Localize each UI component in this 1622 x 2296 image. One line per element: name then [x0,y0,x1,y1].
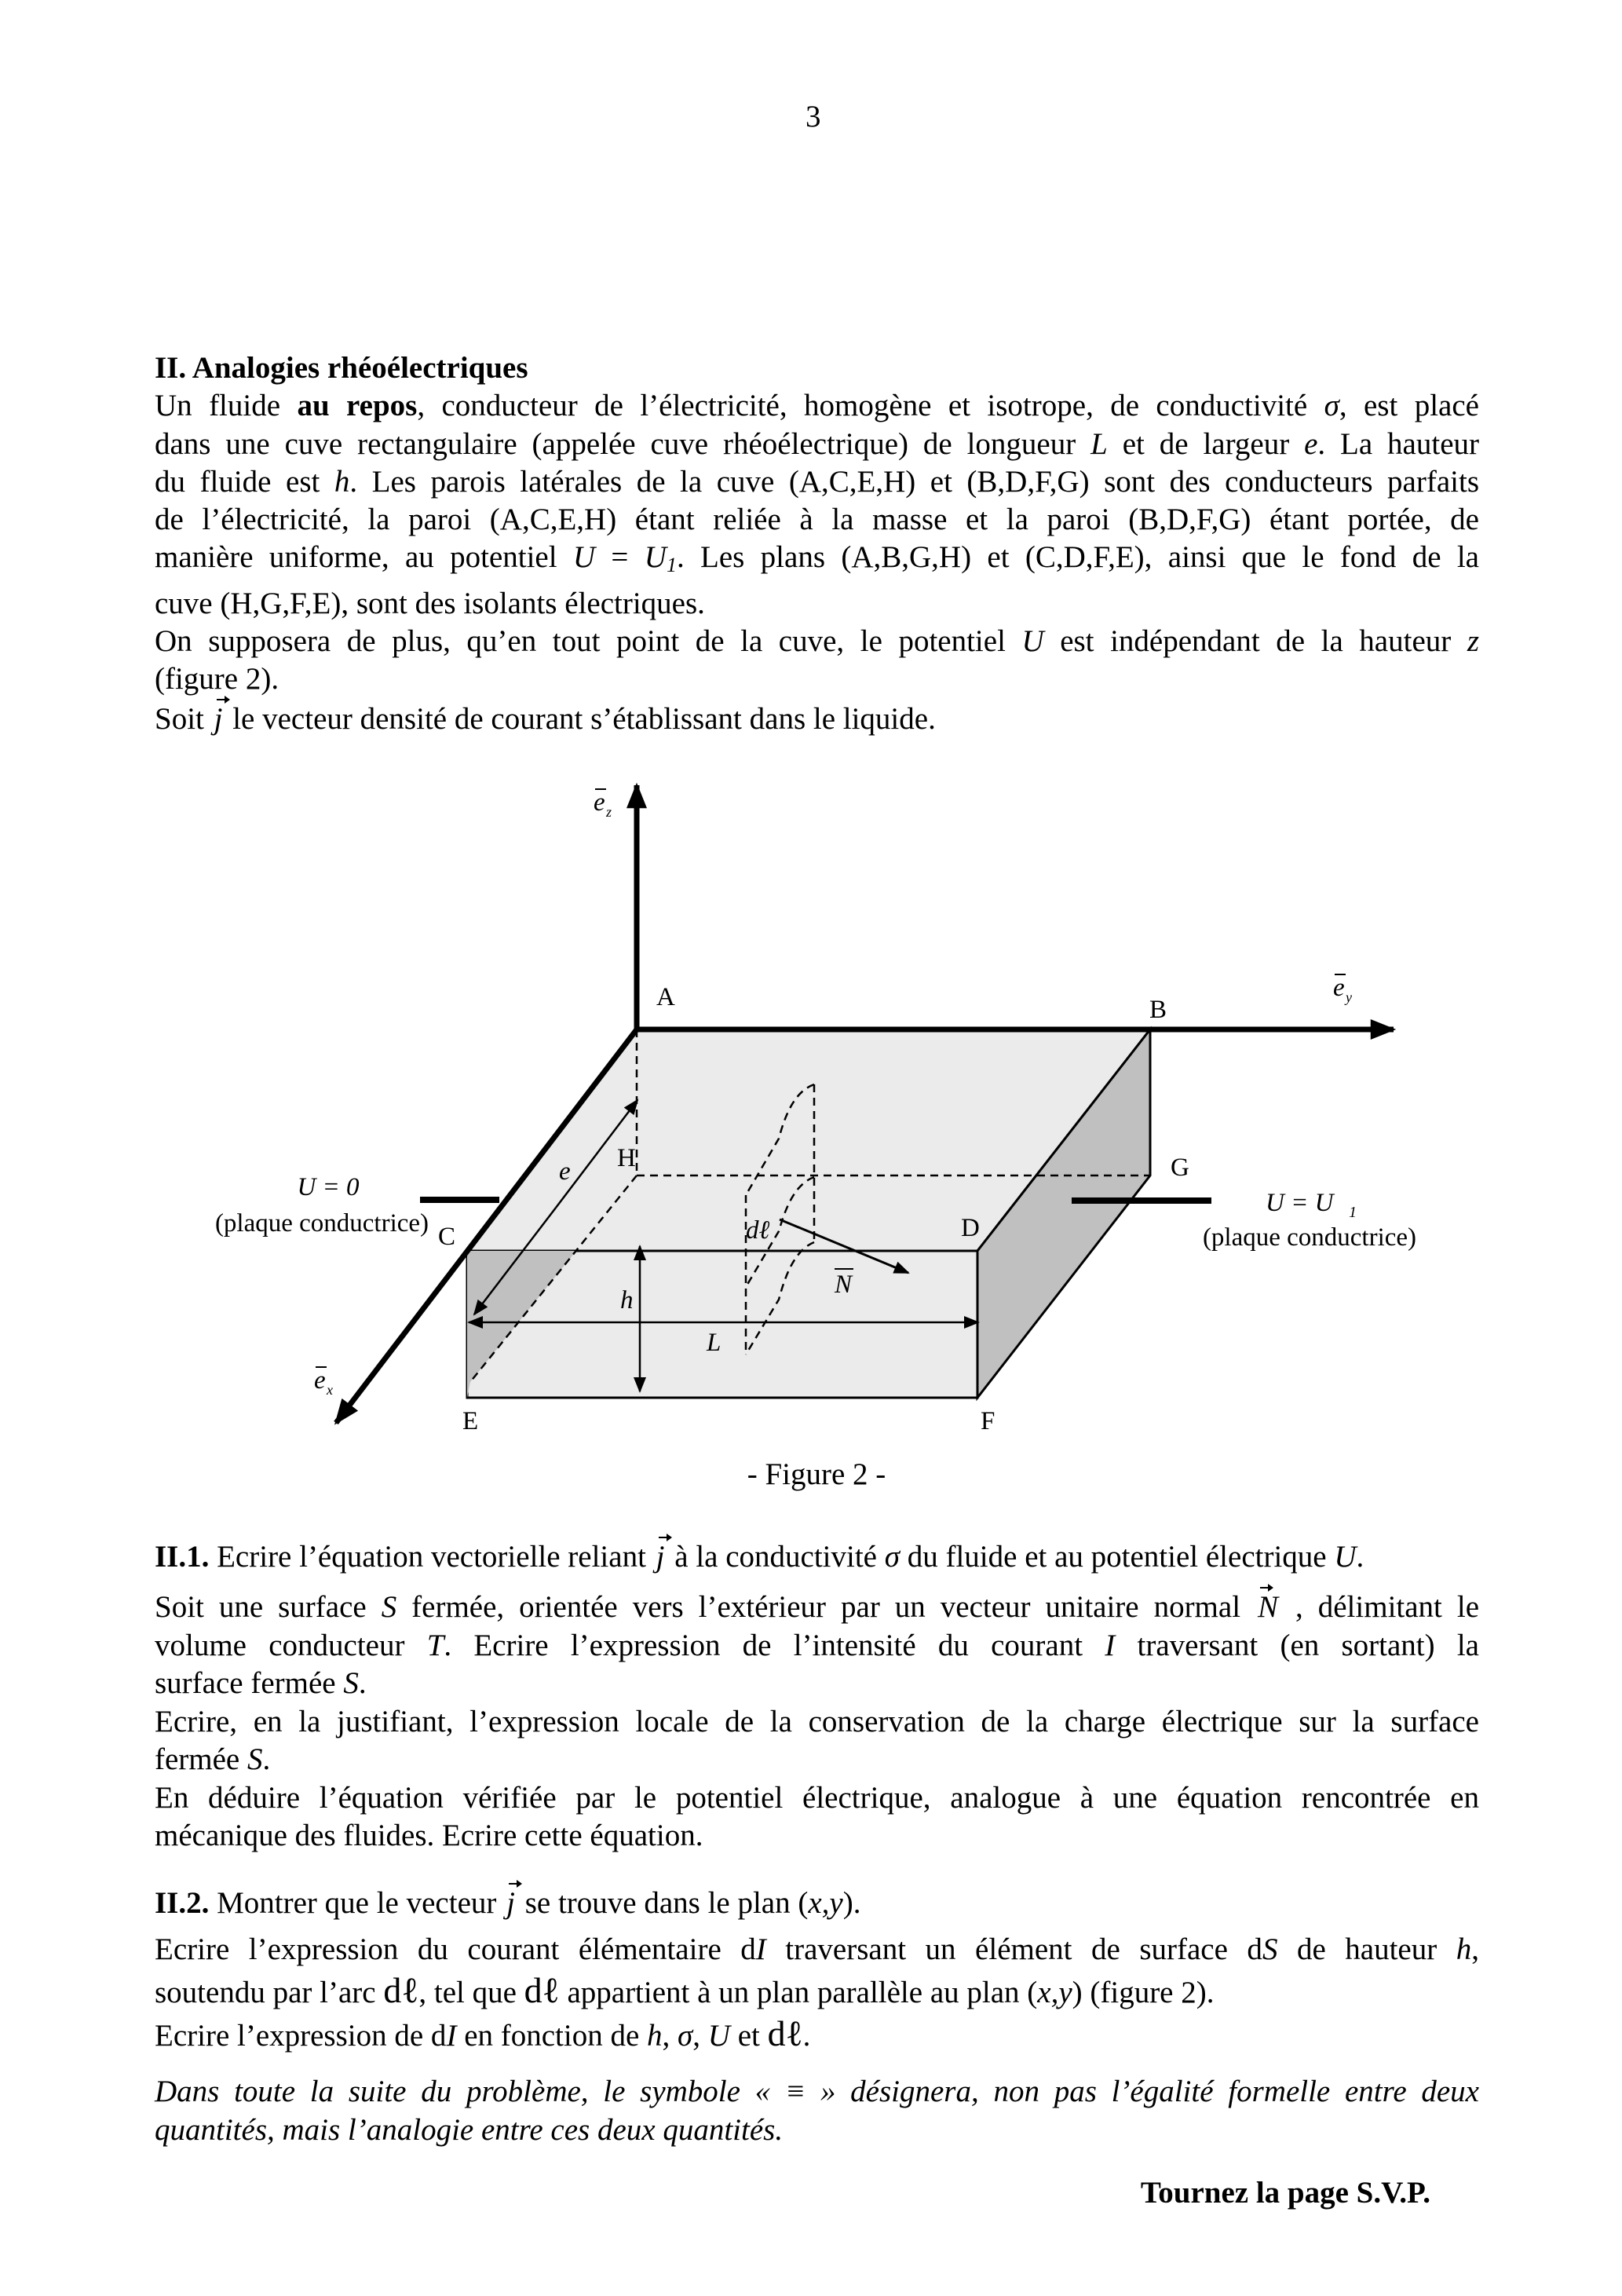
point-F: F [981,1407,995,1435]
text-segment: et [729,2019,768,2053]
text-segment: , [662,2019,678,2053]
text-segment: . [262,1742,271,1776]
text-segment: II.2. [155,1886,210,1920]
text-segment: mécanique des fluides. Ecrire cette équation. [155,1819,703,1852]
text-segment: S [247,1742,263,1776]
text-segment: , tel que [418,1976,524,2009]
text-segment: fermée [155,1742,247,1776]
text-segment: . Ecrire l’expression de l’intensité du courant [444,1628,1105,1662]
text-segment: se trouve dans le plan ( [517,1886,809,1920]
dimension-h-label: h [620,1286,634,1314]
axis-x-sub: x [327,1382,333,1398]
text-line [155,1929,1479,1970]
analogy-note [155,2072,1479,2149]
vector-symbol: N [1255,1589,1280,1627]
text-segment: . [358,1666,367,1700]
question-II-2 [155,1885,1479,1923]
text-segment: de hauteur [1277,1932,1456,1966]
text-segment: I [755,1932,766,1966]
text-segment: σ [1324,389,1339,423]
text-segment: (figure 2). [155,662,279,696]
text-segment: Soit [155,702,212,736]
text-segment: fermée, orientée vers l’extérieur par un vecteur unitaire normal [396,1590,1256,1624]
text-segment: On supposera de plus, qu’en tout point de la cuve, le potentiel [155,624,1022,659]
text-segment: . Les plans (A,B,G,H) et (C,D,F,E), ainsi que le fond de la [676,540,1479,575]
dimension-L-label: L [707,1329,721,1357]
text-segment: x,y [808,1886,843,1920]
text-segment: , est placé [1339,389,1479,423]
text-segment: Ecrire l’expression de d [155,2019,447,2053]
text-segment: ). [842,1886,861,1920]
text-segment: U [644,540,667,575]
point-C: C [438,1223,456,1251]
text-segment: z [1467,624,1479,659]
right-plate-potential-sub: 1 [1349,1204,1357,1221]
point-G: G [1171,1153,1189,1182]
text-segment: . La hauteur [1317,426,1479,461]
question-II-1-details [155,1589,1479,1855]
text-segment: I [446,2019,457,2053]
text-segment: Montrer que le vecteur [209,1886,505,1920]
point-E: E [462,1407,479,1435]
text-segment: quantités, mais l’analogie entre ces deux quantités. [155,2113,784,2147]
text-segment: II. Analogies rhéoélectriques [155,351,528,385]
text-line [155,1779,1479,1818]
text-segment: L [1090,426,1108,461]
text-segment: dℓ [767,2013,803,2053]
turn-page-note: Tournez la page S.V.P. [1140,2176,1430,2210]
text-segment: h [647,2019,663,2053]
text-segment: U [1334,1540,1357,1574]
text-segment: traversant (en sortant) la [1115,1628,1479,1662]
axis-z-label: e [594,788,605,817]
text-line [155,1817,1479,1855]
text-segment: h [334,464,350,499]
text-segment: σ [678,2019,693,2053]
text-segment: Ecrire, en la justifiant, l’expression locale de la conservation de la charge électrique sur la surface [155,1704,1479,1738]
question-II-1 [155,1538,1479,1577]
text-line [155,1627,1479,1665]
text-line [155,2013,1479,2057]
text-segment: h [1456,1932,1472,1966]
text-segment: II.1. [155,1540,210,1574]
text-line [155,1703,1479,1742]
left-plate-potential: U = 0 [297,1173,360,1201]
text-segment: dℓ [383,1970,419,2010]
text-segment: et de largeur [1107,426,1305,461]
text-segment: U [707,2019,730,2053]
text-segment: Ecrire l’équation vectorielle reliant [209,1540,654,1574]
text-segment: ) (figure 2). [1072,1976,1215,2009]
point-H: H [617,1144,636,1172]
text-segment: , conducteur de l’électricité, homogène et isotrope, de conductivité [417,389,1324,423]
text-segment: traversant un élément de surface d [765,1932,1262,1966]
text-segment: dℓ [524,1970,560,2010]
text-line [155,1665,1479,1703]
text-line [155,1589,1479,1627]
vector-symbol: j [212,700,225,738]
right-plate-potential: U = U [1266,1189,1334,1217]
text-segment: 1 [666,554,677,577]
point-A: A [656,983,675,1011]
text-line [155,1885,1479,1923]
text-segment: Dans toute la suite du problème, le symbole « ≡ » désignera, non pas l’égalité formelle entre deux [155,2075,1479,2108]
text-segment: soutendu par l’arc [155,1976,384,2009]
text-segment: du fluide et au potentiel électrique [899,1540,1335,1574]
text-segment: σ [884,1540,900,1574]
text-segment: de l’électricité, la paroi (A,C,E,H) étant reliée à la masse et la paroi (B,D,F,G) étant portée, de [155,503,1479,537]
text-segment: En déduire l’équation vérifiée par le potentiel électrique, analogue à une équation rencontrée en [155,1780,1479,1815]
text-segment: , [1471,1932,1479,1966]
text-segment: , [692,2019,708,2053]
axis-x-label: e [314,1366,326,1395]
text-segment: appartient à un plan parallèle au plan ( [559,1976,1038,2009]
axis-z-sub: z [606,804,612,820]
text-segment: Un fluide [155,389,298,423]
text-segment: e [1304,426,1318,461]
text-segment: U [572,540,596,575]
text-segment: manière uniforme, au potentiel [155,540,573,575]
text-segment: x,y [1037,1976,1072,2009]
vector-symbol: j [504,1885,517,1923]
text-line [155,1538,1479,1577]
text-segment: U [1021,624,1044,659]
axis-y-sub: y [1346,989,1352,1005]
text-segment: surface fermée [155,1666,344,1700]
point-D: D [961,1214,980,1242]
text-line [155,2111,1479,2149]
vector-symbol: j [654,1538,667,1577]
text-segment: . [802,2019,811,2053]
text-segment: S [343,1666,359,1700]
text-segment: Ecrire l’expression du courant élémentaire d [155,1932,756,1966]
text-segment: . Les parois latérales de la cuve (A,C,E,H) et (B,D,F,G) sont des conducteurs parfaits [349,464,1479,499]
left-plate-label: (plaque conductrice) [214,1209,429,1238]
text-line [155,1970,1479,2013]
text-line [155,1741,1479,1779]
text-segment: volume conducteur [155,1628,427,1662]
text-segment: au repos [297,389,418,423]
text-segment: T [426,1628,444,1662]
text-segment: . [1356,1540,1364,1574]
text-segment: S [381,1590,397,1624]
text-segment: dans une cuve rectangulaire (appelée cuve rhéoélectrique) de longueur [155,426,1091,461]
page-number: 3 [806,100,821,133]
question-II-2-details [155,1929,1479,2057]
text-segment: I [1105,1628,1116,1662]
text-segment: le vecteur densité de courant s’établissant dans le liquide. [225,702,936,736]
axis-y-label: e [1333,974,1345,1002]
text-segment: Soit une surface [155,1590,382,1624]
text-line [155,2072,1479,2111]
dimension-e-label: e [559,1157,571,1186]
text-segment: S [1262,1932,1278,1966]
text-segment: = [595,540,645,575]
text-segment: en fonction de [456,2019,648,2053]
dl-label: dℓ [746,1216,770,1245]
text-segment: du fluide est [155,464,334,499]
text-segment: cuve (H,G,F,E), sont des isolants électriques. [155,586,705,620]
right-plate-label: (plaque conductrice) [1202,1223,1417,1252]
text-segment: à la conductivité [667,1540,885,1574]
text-segment: , délimitant le [1280,1590,1479,1624]
normal-vector-label: N [835,1270,853,1299]
text-segment: est indépendant de la hauteur [1043,624,1467,659]
point-B: B [1149,996,1167,1024]
figure-caption: - Figure 2 - [747,1457,886,1491]
